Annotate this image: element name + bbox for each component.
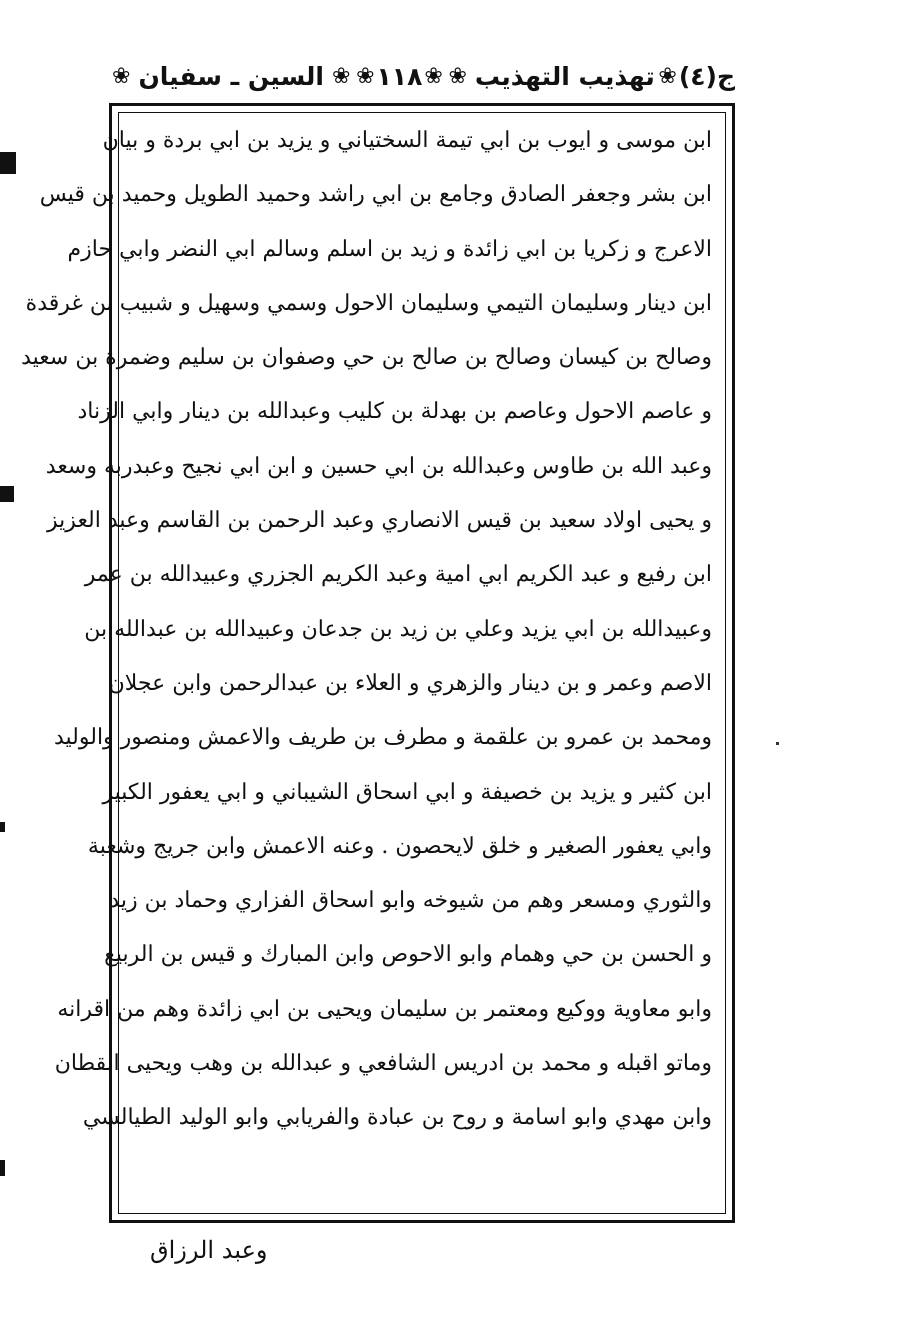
text-line: ابن بشر وجعفر الصادق وجامع بن ابي راشد وحميد الطويل وحميد بن قيس: [39, 182, 712, 208]
margin-mark: [0, 152, 16, 174]
header-volume-group: [656, 62, 735, 91]
text-line: و عاصم الاحول وعاصم بن بهدلة بن كليب وعبدالله بن دينار وابي الزناد: [77, 399, 712, 425]
catchword: وعبد الرزاق: [150, 1236, 268, 1264]
ornament-icon: ❀: [112, 63, 131, 89]
text-line: وابن مهدي وابو اسامة و روح بن عبادة والفريابي وابو الوليد الطيالسي: [82, 1105, 712, 1131]
margin-mark: [0, 486, 14, 502]
text-line: ابن كثير و يزيد بن خصيفة و ابي اسحاق الشيباني و ابي يعفور الكبير: [102, 779, 712, 805]
section-title: السين ـ سفيان: [138, 61, 324, 91]
text-line: ومحمد بن عمرو بن علقمة و مطرف بن طريف والاعمش ومنصور والوليد: [53, 725, 712, 751]
text-line: وعبيدالله بن ابي يزيد وعلي بن زيد بن جدعان وعبيدالله بن عبدالله بن: [84, 616, 712, 642]
ornament-icon: ❀: [356, 63, 375, 89]
header-section-group: [110, 62, 352, 91]
margin-mark: [0, 822, 5, 832]
text-line: و الحسن بن حي وهمام وابو الاحوص وابن المبارك و قيس بن الربيع: [104, 942, 712, 968]
ornament-icon: ❀: [448, 63, 467, 89]
text-line: و يحيى اولاد سعيد بن قيس الانصاري وعبد الرحمن بن القاسم وعبد العزيز: [47, 508, 712, 534]
header-page-group: [354, 62, 445, 91]
page-number: ١١٨: [376, 61, 423, 91]
book-title: تهذيب التهذيب: [474, 61, 655, 91]
text-line: وابو معاوية ووكيع ومعتمر بن سليمان ويحيى بن ابي زائدة وهم من اقرانه: [57, 996, 712, 1022]
text-line: ابن دينار وسليمان التيمي وسليمان الاحول وسمي وسهيل و شبيب بن غرقدة: [25, 290, 712, 316]
ornament-icon: ❀: [424, 63, 443, 89]
text-frame: [21, 103, 735, 1223]
text-line: الاعرج و زكريا بن ابي زائدة و زيد بن اسلم وسالم ابي النضر وابي حازم: [67, 236, 712, 262]
text-line: ابن رفيع و عبد الكريم ابي امية وعبد الكريم الجزري وعبيدالله بن عمر: [84, 562, 712, 588]
text-line: وصالح بن كيسان وصالح بن صالح بن حي وصفوان بن سليم وضمرة بن سعيد: [21, 345, 712, 371]
ornament-icon: ❀: [332, 63, 351, 89]
text-line: وماتو اقبله و محمد بن ادريس الشافعي و عبدالله بن وهب ويحيى القطان: [54, 1051, 712, 1077]
volume-label: ج(٤): [678, 61, 735, 91]
page-header: [110, 50, 735, 102]
text-line: ابن موسى و ايوب بن ابي تيمة السختياني و يزيد بن ابي بردة و بيان: [102, 128, 712, 153]
body-text: [21, 114, 712, 1146]
header-title-group: [446, 62, 654, 91]
text-line: الاصم وعمر و بن دينار والزهري و العلاء بن عبدالرحمن وابن عجلان: [108, 670, 712, 696]
margin-mark: [0, 1160, 5, 1176]
text-line: والثوري ومسعر وهم من شيوخه وابو اسحاق الفزاري وحماد بن زيد: [109, 888, 712, 914]
text-line: وعبد الله بن طاوس وعبدالله بن ابي حسين و ابن ابي نجيح وعبدربه وسعد: [45, 453, 712, 479]
ornament-icon: ❀: [658, 63, 677, 89]
speck: [776, 742, 779, 745]
text-line: وابي يعفور الصغير و خلق لايحصون . وعنه الاعمش وابن جريج وشعبة: [87, 833, 712, 859]
